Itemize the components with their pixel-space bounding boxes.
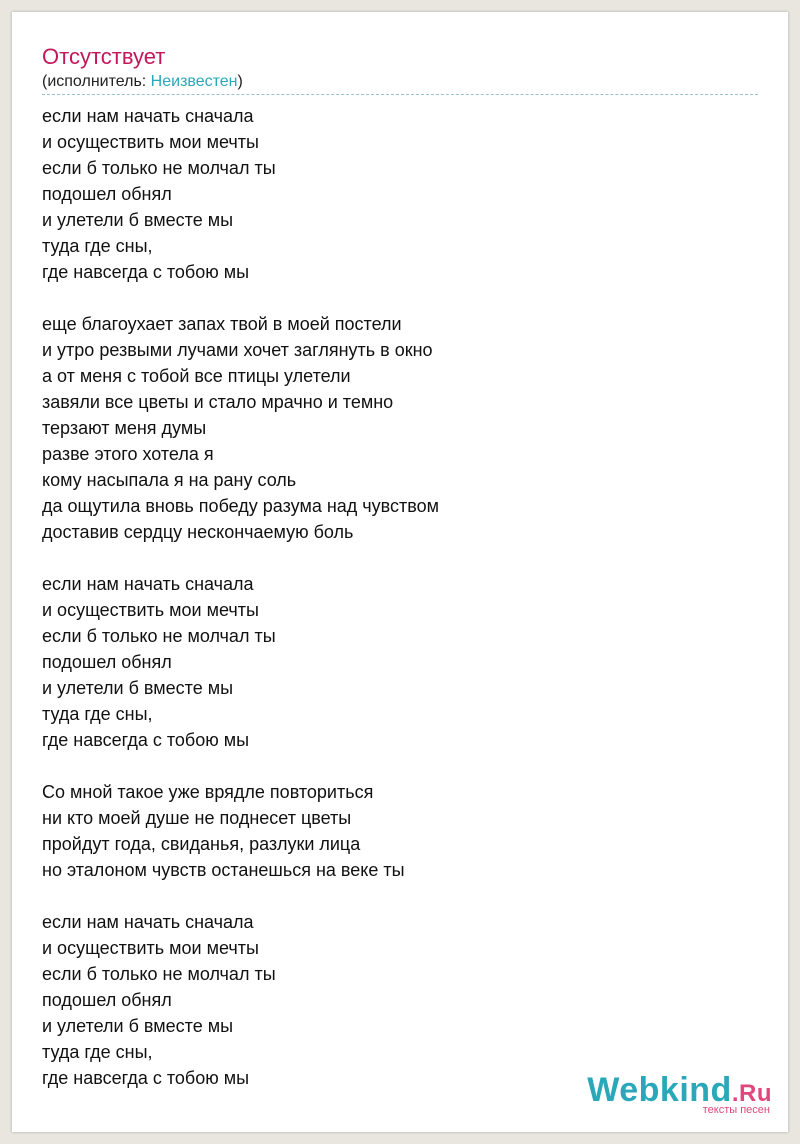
lyric-line: где навсегда с тобою мы: [42, 1068, 250, 1088]
lyric-line: туда где сны,: [42, 1042, 153, 1062]
lyric-line: доставив сердцу нескончаемую боль: [42, 522, 354, 542]
lyric-line: еще благоухает запах твой в моей постели: [42, 314, 402, 334]
lyric-line: и улетели б вместе мы: [42, 210, 234, 230]
lyric-line: пройдут года, свиданья, разлуки лица: [42, 834, 361, 854]
stanza-gap: [42, 753, 758, 779]
lyric-line: если нам начать сначала: [42, 574, 254, 594]
lyric-line: подошел обнял: [42, 990, 172, 1010]
lyric-line: и осуществить мои мечты: [42, 938, 259, 958]
logo-tagline: тексты песен: [702, 1104, 770, 1116]
lyric-line: туда где сны,: [42, 704, 153, 724]
logo-tld: .Ru: [731, 1080, 772, 1107]
song-title: Отсутствует: [42, 44, 166, 69]
lyric-line: где навсегда с тобою мы: [42, 730, 250, 750]
lyric-line: где навсегда с тобою мы: [42, 262, 250, 282]
artist-line: [42, 72, 243, 92]
lyrics-page: [12, 12, 788, 1132]
lyric-line: да ощутила вновь победу разума над чувством: [42, 496, 440, 516]
lyric-line: завяли все цветы и стало мрачно и темно: [42, 392, 394, 412]
stanza-gap: [42, 285, 758, 311]
lyric-line: подошел обнял: [42, 652, 172, 672]
artist-link[interactable]: Неизвестен: [150, 73, 238, 90]
logo-name: Webkind: [587, 1071, 732, 1109]
lyric-line: ни кто моей душе не поднесет цветы: [42, 808, 352, 828]
artist-suffix: ): [237, 73, 243, 90]
lyric-line: если б только не молчал ты: [42, 626, 276, 646]
lyric-line: терзают меня думы: [42, 418, 207, 438]
lyric-line: и утро резвыми лучами хочет заглянуть в окно: [42, 340, 433, 360]
title-divider: [42, 94, 758, 95]
lyrics-body: [42, 103, 758, 1091]
lyric-line: подошел обнял: [42, 184, 172, 204]
lyric-line: если б только не молчал ты: [42, 964, 276, 984]
lyric-line: и осуществить мои мечты: [42, 132, 259, 152]
lyric-line: и улетели б вместе мы: [42, 1016, 234, 1036]
lyric-line: если нам начать сначала: [42, 912, 254, 932]
stanza-gap: [42, 545, 758, 571]
site-logo[interactable]: [587, 1071, 772, 1116]
lyric-line: если б только не молчал ты: [42, 158, 276, 178]
lyric-line: если нам начать сначала: [42, 106, 254, 126]
artist-prefix: (исполнитель:: [42, 73, 151, 90]
stanza-gap: [42, 883, 758, 909]
lyric-line: разве этого хотела я: [42, 444, 214, 464]
lyric-line: и улетели б вместе мы: [42, 678, 234, 698]
lyric-line: Со мной такое уже врядле повториться: [42, 782, 374, 802]
lyric-line: а от меня с тобой все птицы улетели: [42, 366, 351, 386]
lyric-line: кому насыпала я на рану соль: [42, 470, 297, 490]
lyric-line: но эталоном чувств останешься на веке ты: [42, 860, 405, 880]
lyric-line: туда где сны,: [42, 236, 153, 256]
lyric-line: и осуществить мои мечты: [42, 600, 259, 620]
